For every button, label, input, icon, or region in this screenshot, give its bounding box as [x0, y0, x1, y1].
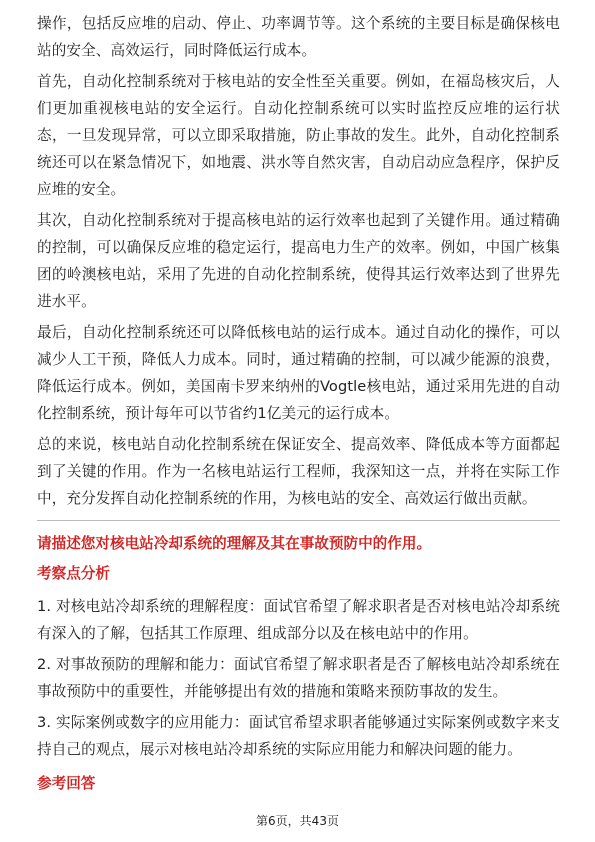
answer-title: 参考回答: [37, 775, 96, 792]
analysis-item-1: 1. 对核电站冷却系统的理解程度：面试官希望了解求职者是否对核电站冷却系统有深入的了解，包括其工作原理、组成部分以及在核电站中的作用。: [37, 598, 560, 642]
body-paragraph-2: 首先，自动化控制系统对于核电站的安全性至关重要。例如，在福岛核灾后，人们更加重视核电站的安全运行。自动化控制系统可以实时监控反应堆的运行状态，一旦发现异常，可以立即采取措施，防止事故的发生。此外，自动化控制系统还可以在紧急情况下，如地震、洪水等自然灾害，自动启动应急程序，保护反应堆的安全。: [37, 73, 560, 198]
section-divider: [37, 520, 560, 521]
body-paragraph-1: 操作，包括反应堆的启动、停止、功率调节等。这个系统的主要目标是确保核电站的安全、高效运行，同时降低运行成本。: [37, 15, 560, 59]
body-paragraph-3: 其次，自动化控制系统对于提高核电站的运行效率也起到了关键作用。通过精确的控制，可以确保反应堆的稳定运行，提高电力生产的效率。例如，中国广核集团的岭澳核电站，采用了先进的自动化控制系统，使得其运行效率达到了世界先进水平。: [37, 212, 560, 310]
page-content: [37, 10, 560, 797]
body-paragraph-4: 最后，自动化控制系统还可以降低核电站的运行成本。通过自动化的操作，可以减少人工干预，降低人力成本。同时，通过精确的控制，可以减少能源的浪费，降低运行成本。例如，美国南卡罗来纳州的Vogtle核电站，通过采用先进的自动化控制系统，预计每年可以节省约1亿美元的运行成本。: [37, 324, 560, 422]
page-number: 第6页，共43页: [256, 814, 339, 828]
analysis-item-2: 2. 对事故预防的理解和能力：面试官希望了解求职者是否了解核电站冷却系统在事故预防中的重要性，并能够提出有效的措施和策略来预防事故的发生。: [37, 656, 560, 700]
question-heading: 请描述您对核电站冷却系统的理解及其在事故预防中的作用。: [37, 535, 432, 552]
analysis-item-3: 3. 实际案例或数字的应用能力：面试官希望求职者能够通过实际案例或数字来支持自己的观点，展示对核电站冷却系统的实际应用能力和解决问题的能力。: [37, 714, 560, 758]
body-paragraph-5: 总的来说，核电站自动化控制系统在保证安全、提高效率、降低成本等方面都起到了关键的作用。作为一名核电站运行工程师，我深知这一点，并将在实际工作中，充分发挥自动化控制系统的作用，为核电站的安全、高效运行做出贡献。: [37, 436, 560, 507]
analysis-title: 考察点分析: [37, 565, 110, 582]
